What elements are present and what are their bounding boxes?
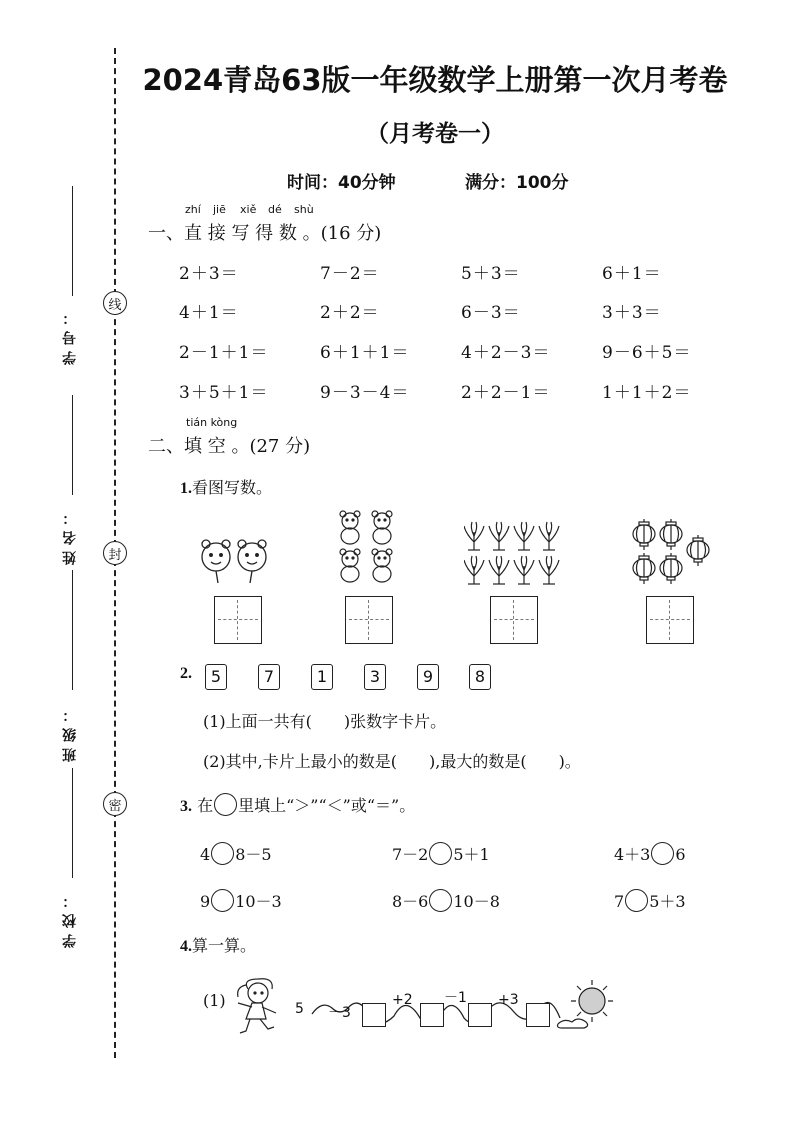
compare-item <box>614 842 686 867</box>
equation[interactable]: 6＋1＋1＝ <box>320 343 410 363</box>
pinyin-xie: xiě <box>240 203 257 216</box>
answer-square[interactable] <box>362 1003 386 1027</box>
compare-left: 7 <box>614 892 625 911</box>
number-card: 5 <box>205 664 227 690</box>
equation[interactable]: 4＋2－3＝ <box>461 343 551 363</box>
name-line[interactable] <box>72 395 73 495</box>
number-card: 7 <box>258 664 280 690</box>
compare-left: 8－6 <box>392 892 429 911</box>
compare-left: 7－2 <box>392 845 429 864</box>
q3-text-post: 里填上“＞”“＜”或“＝”。 <box>238 796 416 815</box>
equation[interactable]: 4＋1＝ <box>179 303 239 323</box>
equation[interactable]: 6＋1＝ <box>602 264 662 284</box>
compare-circle-icon <box>214 793 237 816</box>
pinyin-de: dé <box>268 203 282 216</box>
number-card: 9 <box>417 664 439 690</box>
compare-left: 9 <box>200 892 211 911</box>
compare-right: 5＋3 <box>649 892 686 911</box>
q1-line <box>180 475 272 498</box>
compare-right: 5＋1 <box>453 845 490 864</box>
equation[interactable]: 5＋3＝ <box>461 264 521 284</box>
compare-item <box>392 889 500 914</box>
q2-line1[interactable]: (1)上面一共有( )张数字卡片。 <box>203 712 447 731</box>
number-card: 8 <box>469 664 491 690</box>
answer-box[interactable] <box>345 596 393 644</box>
equation[interactable]: 2＋3＝ <box>179 264 239 284</box>
time-info: 时间：40分钟 <box>287 173 396 193</box>
q3-text-pre: 在 <box>197 796 214 815</box>
lanterns-icon <box>632 518 712 588</box>
compare-left: 4＋3 <box>614 845 651 864</box>
compare-circle[interactable] <box>211 889 234 912</box>
equation[interactable]: 2＋2－1＝ <box>461 383 551 403</box>
compare-item <box>614 889 686 914</box>
compare-circle[interactable] <box>625 889 648 912</box>
compare-item <box>392 842 490 867</box>
q3-number: 3. <box>180 798 192 815</box>
compare-item <box>200 889 282 914</box>
answer-box[interactable] <box>490 596 538 644</box>
number-card: 1 <box>311 664 333 690</box>
q4-sub-label: (1) <box>203 991 226 1010</box>
score-info: 满分：100分 <box>465 173 569 193</box>
answer-square[interactable] <box>420 1003 444 1027</box>
pinyin-zhi: zhí <box>185 203 201 216</box>
bear-balloons-icon <box>196 535 276 585</box>
student-id-line[interactable] <box>72 186 73 296</box>
q2-line2[interactable]: (2)其中,卡片上最小的数是( ),最大的数是( )。 <box>203 752 581 771</box>
page-title: 2024青岛63版一年级数学上册第一次月考卷 <box>142 63 728 97</box>
q3-line <box>180 793 415 818</box>
equation[interactable]: 2－1＋1＝ <box>179 343 269 363</box>
class-line[interactable] <box>72 570 73 690</box>
pinyin-tiankong: tián kòng <box>186 416 238 429</box>
sun-icon <box>556 976 618 1030</box>
op-label: －3 <box>328 1005 351 1021</box>
compare-circle[interactable] <box>429 889 452 912</box>
equation[interactable]: 3＋5＋1＝ <box>179 383 269 403</box>
op-label: +2 <box>392 992 413 1008</box>
pinyin-shu: shù <box>294 203 314 216</box>
q4-text: 算一算。 <box>192 936 257 955</box>
equation[interactable]: 2＋2＝ <box>320 303 380 323</box>
equation[interactable]: 7－2＝ <box>320 264 380 284</box>
compare-circle[interactable] <box>651 842 674 865</box>
answer-box[interactable] <box>646 596 694 644</box>
answer-square[interactable] <box>526 1003 550 1027</box>
seal-mi: 密 <box>103 792 127 816</box>
equation[interactable]: 3＋3＝ <box>602 303 662 323</box>
pinyin-jie: jiē <box>213 203 226 216</box>
equation[interactable]: 9－6＋5＝ <box>602 343 692 363</box>
student-id-label: 学号： <box>62 305 78 365</box>
start-number: 5 <box>295 1001 304 1017</box>
q4-number: 4. <box>180 938 192 955</box>
teddy-bears-icon <box>334 510 400 588</box>
equation[interactable]: 9－3－4＝ <box>320 383 410 403</box>
compare-left: 4 <box>200 845 211 864</box>
seal-xian: 线 <box>103 291 127 315</box>
page-subtitle: （月考卷一） <box>366 121 504 147</box>
compare-item <box>200 842 272 867</box>
answer-box[interactable] <box>214 596 262 644</box>
op-label: －1 <box>444 990 467 1006</box>
running-girl-icon <box>232 975 292 1037</box>
compare-circle[interactable] <box>429 842 452 865</box>
compare-right: 10－3 <box>235 892 282 911</box>
q2-number: 2. <box>180 665 192 682</box>
number-card: 3 <box>364 664 386 690</box>
compare-circle[interactable] <box>211 842 234 865</box>
compare-right: 10－8 <box>453 892 500 911</box>
equation[interactable]: 1＋1＋2＝ <box>602 383 692 403</box>
section1-title: 一、直 接 写 得 数 。(16 分) <box>148 223 382 244</box>
compare-right: 8－5 <box>235 845 272 864</box>
q1-number: 1. <box>180 480 192 497</box>
name-label: 姓名： <box>62 505 78 565</box>
plants-icon <box>464 520 564 586</box>
equation[interactable]: 6－3＝ <box>461 303 521 323</box>
seal-feng: 封 <box>103 541 127 565</box>
q4-line <box>180 933 256 956</box>
q1-text: 看图写数。 <box>192 478 273 497</box>
school-label: 学校： <box>62 888 78 948</box>
op-label: +3 <box>498 992 519 1008</box>
school-line[interactable] <box>72 768 73 878</box>
section2-title: 二、填 空 。(27 分) <box>148 436 311 457</box>
compare-right: 6 <box>675 845 686 864</box>
class-label: 班级： <box>62 702 78 762</box>
answer-square[interactable] <box>468 1003 492 1027</box>
